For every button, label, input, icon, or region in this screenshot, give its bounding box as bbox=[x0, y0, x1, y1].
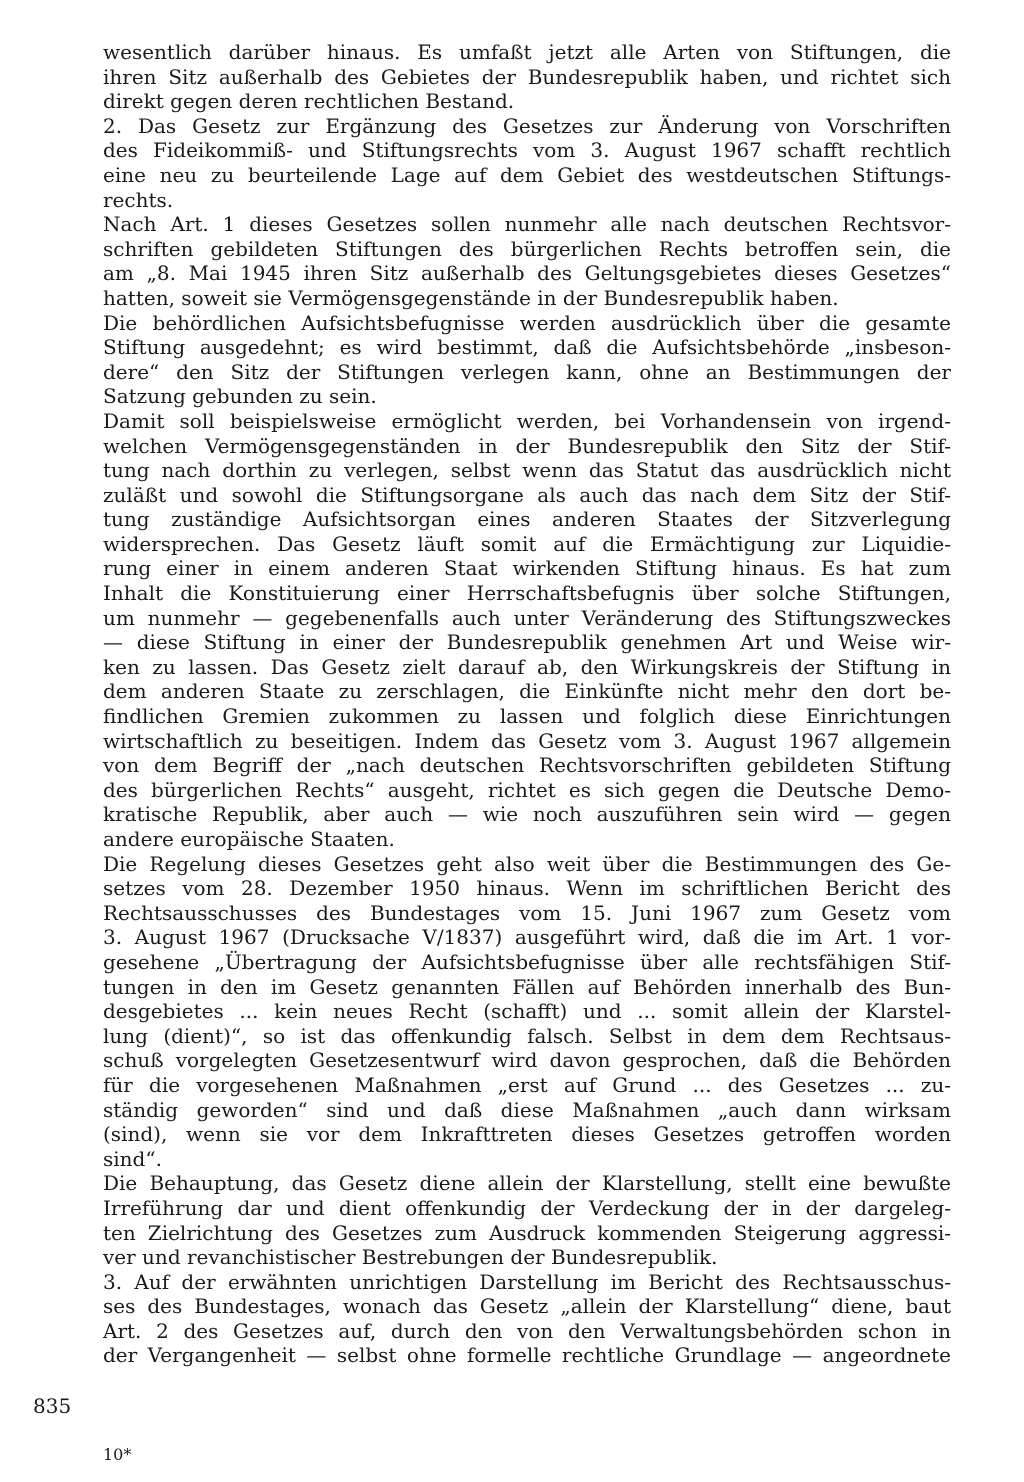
text-line: sind“. bbox=[103, 1146, 162, 1171]
text-line: 3. August 1967 (Drucksache V/1837) ausgeführt wird, daß die im Art. 1 vor- bbox=[103, 925, 951, 950]
text-line: Satzung gebunden zu sein. bbox=[103, 384, 377, 409]
text-line: von dem Begriff der „nach deutschen Rechtsvorschriften gebildeten Stiftung bbox=[103, 753, 951, 778]
text-line: widersprechen. Das Gesetz läuft somit auf die Ermächtigung zur Liquidie- bbox=[103, 531, 951, 556]
margin-number: 835 bbox=[33, 1394, 72, 1418]
paragraph-3 bbox=[103, 212, 951, 310]
text-line: 3. Auf der erwähnten unrichtigen Darstellung im Bericht des Rechtsausschus- bbox=[103, 1269, 951, 1294]
text-line: rechts. bbox=[103, 187, 174, 212]
text-line: zuläßt und sowohl die Stiftungsorgane als auch das nach dem Sitz der Stif- bbox=[103, 482, 951, 507]
text-line: andere europäische Staaten. bbox=[103, 827, 395, 851]
text-line: ses des Bundestages, wonach das Gesetz „allein der Klarstellung“ diene, baut bbox=[103, 1294, 951, 1319]
paragraph-1 bbox=[103, 40, 951, 114]
paragraph-8 bbox=[103, 1270, 951, 1368]
text-line: findlichen Gremien zukommen zu lassen und folglich diese Einrichtungen bbox=[103, 704, 951, 729]
text-line: Stiftung ausgedehnt; es wird bestimmt, daß die Aufsichtsbehörde „insbeson- bbox=[103, 335, 951, 360]
paragraph-5 bbox=[103, 409, 951, 852]
text-line: Damit soll beispielsweise ermöglicht werden, bei Vorhandensein von irgend- bbox=[103, 408, 951, 433]
document-body bbox=[103, 40, 951, 1368]
text-line: am „8. Mai 1945 ihren Sitz außerhalb des Geltungsgebietes dieses Gesetzes“ bbox=[103, 261, 951, 286]
text-line: tung nach dorthin zu verlegen, selbst wenn das Statut das ausdrücklich nicht bbox=[103, 458, 951, 483]
text-line: Rechtsausschusses des Bundestages vom 15. Juni 1967 zum Gesetz vom bbox=[103, 900, 951, 925]
text-line: (sind), wenn sie vor dem Inkrafttreten dieses Gesetzes getroffen worden bbox=[103, 1122, 951, 1147]
text-line: 2. Das Gesetz zur Ergänzung des Gesetzes zur Änderung von Vorschriften bbox=[103, 113, 951, 138]
signature-mark: 10* bbox=[103, 1445, 132, 1464]
text-line: schuß vorgelegten Gesetzesentwurf wird davon gesprochen, daß die Behörden bbox=[103, 1048, 951, 1073]
text-line: kratische Republik, aber auch — wie noch auszuführen sein wird — gegen bbox=[103, 802, 951, 827]
text-line: Irreführung dar und dient offenkundig der Verdeckung der in der dargeleg- bbox=[103, 1195, 951, 1220]
text-line: des bürgerlichen Rechts“ ausgeht, richtet es sich gegen die Deutsche Demo- bbox=[103, 777, 951, 802]
text-line: eine neu zu beurteilende Lage auf dem Gebiet des westdeutschen Stiftungs- bbox=[103, 162, 951, 187]
text-line: wirtschaftlich zu beseitigen. Indem das Gesetz vom 3. August 1967 allgemein bbox=[103, 728, 951, 753]
text-line: für die vorgesehenen Maßnahmen „erst auf Grund ... des Gesetzes ... zu- bbox=[103, 1072, 951, 1097]
paragraph-2 bbox=[103, 114, 951, 212]
text-line: ten Zielrichtung des Gesetzes zum Ausdruck kommenden Steigerung aggressi- bbox=[103, 1220, 951, 1245]
paragraph-7 bbox=[103, 1171, 951, 1269]
text-line: um nunmehr — gegebenenfalls auch unter Veränderung des Stiftungszweckes bbox=[103, 605, 951, 630]
text-line: lung (dient)“, so ist das offenkundig falsch. Selbst in dem dem Rechtsaus- bbox=[103, 1023, 951, 1048]
text-line: ihren Sitz außerhalb des Gebietes der Bundesrepublik haben, und richtet sich bbox=[103, 64, 951, 89]
text-line: Die behördlichen Aufsichtsbefugnisse werden ausdrücklich über die gesamte bbox=[103, 310, 951, 335]
text-line: hatten, soweit sie Vermögensgegenstände in der Bundesrepublik haben. bbox=[103, 285, 839, 310]
text-line: Nach Art. 1 dieses Gesetzes sollen nunmehr alle nach deutschen Rechtsvor- bbox=[103, 212, 951, 237]
text-line: desgebietes ... kein neues Recht (schafft) und ... somit allein der Klarstel- bbox=[103, 999, 951, 1024]
text-line: tungen in den im Gesetz genannten Fällen auf Behörden innerhalb des Bun- bbox=[103, 974, 951, 999]
text-line: ken zu lassen. Das Gesetz zielt darauf ab, den Wirkungskreis der Stiftung in bbox=[103, 654, 951, 679]
text-line: Inhalt die Konstituierung einer Herrschaftsbefugnis über solche Stiftungen, bbox=[103, 581, 951, 606]
text-line: Die Regelung dieses Gesetzes geht also weit über die Bestimmungen des Ge- bbox=[103, 851, 951, 876]
text-line: direkt gegen deren rechtlichen Bestand. bbox=[103, 89, 515, 114]
text-line: tung zuständige Aufsichtsorgan eines anderen Staates der Sitzverlegung bbox=[103, 507, 951, 532]
text-line: dere“ den Sitz der Stiftungen verlegen kann, ohne an Bestimmungen der bbox=[103, 359, 951, 384]
text-line: setzes vom 28. Dezember 1950 hinaus. Wenn im schriftlichen Bericht des bbox=[103, 876, 951, 901]
text-line: Art. 2 des Gesetzes auf, durch den von den Verwaltungsbehörden schon in bbox=[103, 1318, 951, 1343]
text-line: des Fideikommiß- und Stiftungsrechts vom 3. August 1967 schafft rechtlich bbox=[103, 138, 951, 163]
paragraph-6 bbox=[103, 852, 951, 1172]
text-line: — diese Stiftung in einer der Bundesrepublik genehmen Art und Weise wir- bbox=[103, 630, 951, 655]
text-line: rung einer in einem anderen Staat wirkenden Stiftung hinaus. Es hat zum bbox=[103, 556, 951, 581]
text-line: welchen Vermögensgegenständen in der Bundesrepublik den Sitz der Stif- bbox=[103, 433, 951, 458]
text-line: wesentlich darüber hinaus. Es umfaßt jetzt alle Arten von Stiftungen, die bbox=[103, 40, 951, 64]
text-line: schriften gebildeten Stiftungen des bürgerlichen Rechts betroffen sein, die bbox=[103, 236, 951, 261]
text-line: der Vergangenheit — selbst ohne formelle rechtliche Grundlage — angeordnete bbox=[103, 1343, 951, 1368]
text-line: gesehene „Übertragung der Aufsichtsbefugnisse über alle rechtsfähigen Stif- bbox=[103, 949, 951, 974]
paragraph-4 bbox=[103, 311, 951, 409]
text-line: ständig geworden“ sind und daß diese Maßnahmen „auch dann wirksam bbox=[103, 1097, 951, 1122]
text-line: Die Behauptung, das Gesetz diene allein der Klarstellung, stellt eine bewußte bbox=[103, 1171, 951, 1196]
text-line: dem anderen Staate zu zerschlagen, die Einkünfte nicht mehr den dort be- bbox=[103, 679, 951, 704]
text-line: ver und revanchistischer Bestrebungen der Bundesrepublik. bbox=[103, 1245, 718, 1270]
